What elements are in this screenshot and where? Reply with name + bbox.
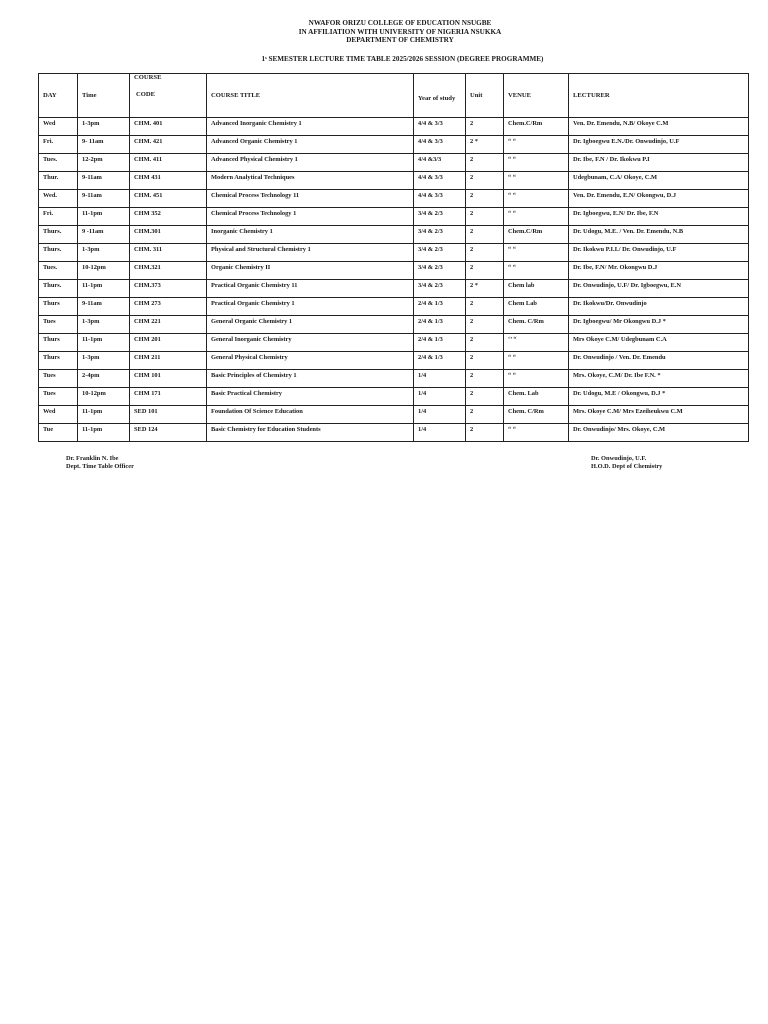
- cell-title: Physical and Structural Chemistry 1: [207, 244, 414, 262]
- table-row: [39, 172, 749, 190]
- timetable-title: 1ˢ SEMESTER LECTURE TIME TABLE 2025/2026 SESSION (DEGREE PROGRAMME): [261, 55, 544, 63]
- cell-title: Basic Chemistry for Education Students: [207, 424, 414, 442]
- cell-time: 1-3pm: [78, 316, 130, 334]
- cell-venue: “ “: [504, 190, 569, 208]
- cell-time: 1-3pm: [78, 118, 130, 136]
- cell-lecturer: Dr. Onwudinjo/ Mrs. Okoye, C.M: [569, 424, 749, 442]
- cell-time: 10-12pm: [78, 388, 130, 406]
- cell-title: Inorganic Chemistry 1: [207, 226, 414, 244]
- cell-day: Tues.: [39, 154, 78, 172]
- cell-venue: “ “: [504, 172, 569, 190]
- table-row: [39, 316, 749, 334]
- cell-year: 2/4 & 1/3: [414, 334, 466, 352]
- cell-unit: 2: [466, 316, 504, 334]
- cell-time: 9-11am: [78, 298, 130, 316]
- cell-venue: Chem. C/Rm: [504, 316, 569, 334]
- cell-title: Advanced Physical Chemistry 1: [207, 154, 414, 172]
- cell-lecturer: Mrs Okoye C.M/ Udegbunam C.A: [569, 334, 749, 352]
- table-header-row: [39, 74, 749, 118]
- cell-venue: Chem Lab: [504, 298, 569, 316]
- cell-title: Advanced Organic Chemistry 1: [207, 136, 414, 154]
- cell-year: 3/4 & 2/3: [414, 226, 466, 244]
- cell-code: CHM.373: [130, 280, 207, 298]
- header-venue: VENUE: [504, 74, 569, 118]
- cell-code: CHM. 311: [130, 244, 207, 262]
- table-row: [39, 298, 749, 316]
- cell-year: 3/4 & 2/3: [414, 244, 466, 262]
- cell-code: CHM.301: [130, 226, 207, 244]
- cell-title: Basic Practical Chemistry: [207, 388, 414, 406]
- cell-title: General Inorganic Chemistry: [207, 334, 414, 352]
- cell-title: Practical Organic Chemistry 1: [207, 298, 414, 316]
- cell-day: Thurs.: [39, 226, 78, 244]
- cell-year: 4/4 & 3/3: [414, 118, 466, 136]
- header-year: Year of study: [414, 74, 466, 118]
- cell-time: 1-3pm: [78, 244, 130, 262]
- cell-day: Tues: [39, 388, 78, 406]
- cell-code: CHM. 421: [130, 136, 207, 154]
- cell-unit: 2: [466, 298, 504, 316]
- cell-day: Thurs: [39, 352, 78, 370]
- cell-venue: “ “: [504, 208, 569, 226]
- cell-venue: ‘’ “: [504, 334, 569, 352]
- cell-title: Chemical Process Technology 11: [207, 190, 414, 208]
- cell-venue: “ “: [504, 154, 569, 172]
- table-row: [39, 244, 749, 262]
- cell-year: 3/4 & 2/3: [414, 280, 466, 298]
- cell-unit: 2: [466, 226, 504, 244]
- table-row: [39, 136, 749, 154]
- header-unit: Unit: [466, 74, 504, 118]
- cell-code: CHM 171: [130, 388, 207, 406]
- cell-day: Thurs.: [39, 244, 78, 262]
- cell-time: 9- 11am: [78, 136, 130, 154]
- table-row: [39, 352, 749, 370]
- cell-venue: “ “: [504, 370, 569, 388]
- cell-code: CHM 211: [130, 352, 207, 370]
- cell-lecturer: Dr. Ibe, F.N / Dr. Ikokwu P.I: [569, 154, 749, 172]
- cell-time: 9-11am: [78, 172, 130, 190]
- cell-lecturer: Mrs. Okoye, C.M/ Dr. Ibe F.N. *: [569, 370, 749, 388]
- signatory-name: Dr. Franklin N. Ibe: [66, 455, 119, 462]
- cell-time: 1-3pm: [78, 352, 130, 370]
- cell-time: 11-1pm: [78, 208, 130, 226]
- cell-unit: 2: [466, 262, 504, 280]
- cell-title: Advanced Inorganic Chemistry 1: [207, 118, 414, 136]
- cell-lecturer: Ven. Dr. Emendu, N.B/ Okoye C.M: [569, 118, 749, 136]
- cell-year: 4/4 & 3/3: [414, 190, 466, 208]
- cell-day: Wed.: [39, 190, 78, 208]
- cell-lecturer: Mrs. Okoye C.M/ Mrs Ezeiheukwu C.M: [569, 406, 749, 424]
- cell-lecturer: Dr. Onwudinjo, U.F/ Dr. Igboegwu, E.N: [569, 280, 749, 298]
- cell-venue: “ “: [504, 424, 569, 442]
- cell-unit: 2 *: [466, 280, 504, 298]
- cell-unit: 2: [466, 370, 504, 388]
- cell-year: 3/4 & 2/3: [414, 262, 466, 280]
- cell-year: 1/4: [414, 370, 466, 388]
- signatory-title: Dept. Time Table Officer: [66, 463, 134, 470]
- table-row: [39, 226, 749, 244]
- cell-venue: Chem lab: [504, 280, 569, 298]
- cell-unit: 2: [466, 334, 504, 352]
- cell-unit: 2: [466, 352, 504, 370]
- cell-code: CHM 201: [130, 334, 207, 352]
- cell-time: 9 -11am: [78, 226, 130, 244]
- header-course-line1: COURSE: [134, 74, 162, 81]
- college-name: NWAFOR ORIZU COLLEGE OF EDUCATION NSUGBE: [308, 19, 492, 27]
- cell-unit: 2: [466, 388, 504, 406]
- cell-venue: Chem. C/Rm: [504, 406, 569, 424]
- cell-venue: Chem.C/Rm: [504, 226, 569, 244]
- cell-code: CHM 221: [130, 316, 207, 334]
- cell-day: Fri.: [39, 136, 78, 154]
- document-header: [0, 19, 768, 45]
- table-row: [39, 424, 749, 442]
- cell-title: Modern Analytical Techniques: [207, 172, 414, 190]
- cell-title: Foundation Of Science Education: [207, 406, 414, 424]
- table-row: [39, 154, 749, 172]
- table-row: [39, 208, 749, 226]
- cell-code: CHM. 451: [130, 190, 207, 208]
- cell-venue: “ “: [504, 244, 569, 262]
- cell-venue: Chem.C/Rm: [504, 118, 569, 136]
- cell-day: Wed: [39, 406, 78, 424]
- cell-title: Organic Chemistry II: [207, 262, 414, 280]
- cell-lecturer: Dr. Igboegwu, E.N/ Dr. Ibe, F.N: [569, 208, 749, 226]
- cell-year: 1/4: [414, 424, 466, 442]
- cell-venue: Chem. Lab: [504, 388, 569, 406]
- cell-venue: “ “: [504, 136, 569, 154]
- cell-time: 11-1pm: [78, 280, 130, 298]
- cell-day: Fri.: [39, 208, 78, 226]
- timetable-table: [38, 73, 749, 442]
- cell-year: 4/4 & 3/3: [414, 172, 466, 190]
- cell-lecturer: Dr. Igboegwu E.N./Dr. Onwudinjo, U.F: [569, 136, 749, 154]
- cell-title: Chemical Process Technology 1: [207, 208, 414, 226]
- timetable-body: [39, 118, 749, 442]
- cell-year: 2/4 & 1/3: [414, 352, 466, 370]
- cell-unit: 2: [466, 118, 504, 136]
- table-row: [39, 262, 749, 280]
- signatory-title: H.O.D. Dept of Chemistry: [591, 463, 663, 470]
- cell-time: 11-1pm: [78, 334, 130, 352]
- cell-day: Tue: [39, 424, 78, 442]
- cell-code: SED 101: [130, 406, 207, 424]
- cell-lecturer: Dr. Udogu, M.E / Okongwu, D.J *: [569, 388, 749, 406]
- signature-right: [591, 455, 662, 471]
- cell-unit: 2: [466, 208, 504, 226]
- cell-unit: 2: [466, 190, 504, 208]
- header-time: Time: [78, 74, 130, 118]
- cell-year: 2/4 & 1/3: [414, 298, 466, 316]
- cell-year: 4/4 & 3/3: [414, 136, 466, 154]
- table-row: [39, 370, 749, 388]
- table-row: [39, 334, 749, 352]
- cell-venue: “ “: [504, 262, 569, 280]
- header-lecturer: LECTURER: [569, 74, 749, 118]
- cell-day: Tues: [39, 316, 78, 334]
- cell-day: Thurs: [39, 334, 78, 352]
- header-course-title: COURSE TITLE: [207, 74, 414, 118]
- cell-day: Tues: [39, 370, 78, 388]
- cell-year: 2/4 & 1/3: [414, 316, 466, 334]
- cell-code: CHM.321: [130, 262, 207, 280]
- signatory-name: Dr. Onwudinjo, U.F.: [591, 455, 647, 462]
- cell-lecturer: Dr. Igboegwu/ Mr Okongwu D.J *: [569, 316, 749, 334]
- affiliation: IN AFFILIATION WITH UNIVERSITY OF NIGERIA NSUKKA: [298, 27, 502, 36]
- table-row: [39, 280, 749, 298]
- cell-year: 4/4 &3/3: [414, 154, 466, 172]
- cell-time: 10-12pm: [78, 262, 130, 280]
- cell-venue: “ “: [504, 352, 569, 370]
- cell-unit: 2: [466, 424, 504, 442]
- cell-year: 1/4: [414, 388, 466, 406]
- cell-day: Thur.: [39, 172, 78, 190]
- cell-code: SED 124: [130, 424, 207, 442]
- cell-time: 11-1pm: [78, 406, 130, 424]
- table-row: [39, 190, 749, 208]
- cell-year: 3/4 & 2/3: [414, 208, 466, 226]
- header-day: DAY: [39, 74, 78, 118]
- cell-code: CHM 101: [130, 370, 207, 388]
- cell-lecturer: Dr. Udogu, M.E. / Ven. Dr. Emendu, N.B: [569, 226, 749, 244]
- table-row: [39, 388, 749, 406]
- signature-left: [66, 455, 134, 471]
- cell-title: Basic Principles of Chemistry 1: [207, 370, 414, 388]
- cell-lecturer: Dr. Ikokwu P.I.I./ Dr. Onwudinjo, U.F: [569, 244, 749, 262]
- cell-year: 1/4: [414, 406, 466, 424]
- cell-code: CHM. 411: [130, 154, 207, 172]
- cell-time: 11-1pm: [78, 424, 130, 442]
- cell-unit: 2: [466, 172, 504, 190]
- cell-code: CHM 431: [130, 172, 207, 190]
- cell-day: Tues.: [39, 262, 78, 280]
- cell-day: Wed: [39, 118, 78, 136]
- table-row: [39, 118, 749, 136]
- cell-time: 2-4pm: [78, 370, 130, 388]
- cell-time: 12-2pm: [78, 154, 130, 172]
- cell-lecturer: Dr. Ibe, F.N/ Mr. Okongwu D.J: [569, 262, 749, 280]
- cell-unit: 2: [466, 154, 504, 172]
- department-name: DEPARTMENT OF CHEMISTRY: [346, 36, 454, 45]
- cell-day: Thurs: [39, 298, 78, 316]
- cell-lecturer: Ven. Dr. Emendu, E.N/ Okongwu, D.J: [569, 190, 749, 208]
- cell-code: CHM 273: [130, 298, 207, 316]
- table-row: [39, 406, 749, 424]
- header-course-code: [130, 74, 207, 118]
- cell-code: CHM. 401: [130, 118, 207, 136]
- cell-lecturer: Udegbunam, C.A/ Okoye, C.M: [569, 172, 749, 190]
- header-course-line2: CODE: [136, 91, 156, 98]
- cell-title: General Physical Chemistry: [207, 352, 414, 370]
- cell-day: Thurs.: [39, 280, 78, 298]
- cell-code: CHM 352: [130, 208, 207, 226]
- cell-title: Practical Organic Chemistry 11: [207, 280, 414, 298]
- cell-lecturer: Dr. Onwudinjo / Ven. Dr. Emendu: [569, 352, 749, 370]
- cell-unit: 2: [466, 406, 504, 424]
- cell-unit: 2: [466, 244, 504, 262]
- cell-title: General Organic Chemistry 1: [207, 316, 414, 334]
- cell-unit: 2 *: [466, 136, 504, 154]
- cell-time: 9-11am: [78, 190, 130, 208]
- cell-lecturer: Dr. Ikokwu/Dr. Onwudinjo: [569, 298, 749, 316]
